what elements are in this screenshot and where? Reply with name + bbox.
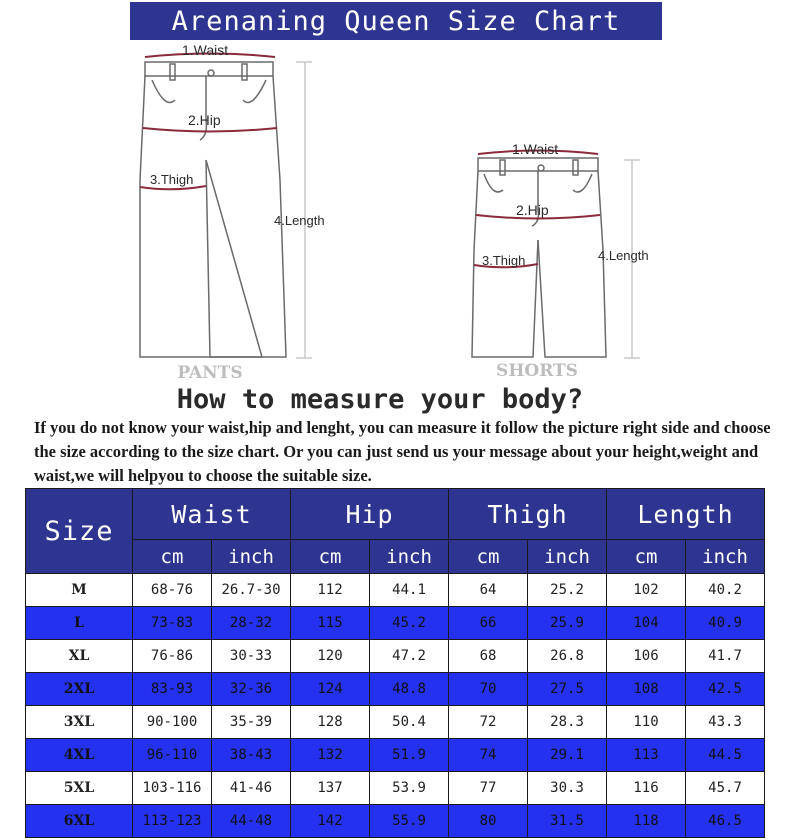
value-cell: 74	[449, 739, 528, 772]
hip-header: Hip	[291, 489, 449, 540]
value-cell: 42.5	[686, 673, 765, 706]
value-cell: 30.3	[528, 772, 607, 805]
pants-drawing	[140, 62, 286, 357]
value-cell: 72	[449, 706, 528, 739]
value-cell: 68	[449, 640, 528, 673]
value-cell: 115	[291, 607, 370, 640]
value-cell: 32-36	[212, 673, 291, 706]
value-cell: 51.9	[370, 739, 449, 772]
measure-heading: How to measure your body?	[176, 384, 584, 415]
value-cell: 44.1	[370, 574, 449, 607]
shorts-hip-label: 2.Hip	[516, 202, 549, 218]
size-cell: XL	[26, 640, 133, 673]
waist-header: Waist	[133, 489, 291, 540]
value-cell: 76-86	[133, 640, 212, 673]
value-cell: 80	[449, 805, 528, 838]
value-cell: 104	[607, 607, 686, 640]
value-cell: 90-100	[133, 706, 212, 739]
value-cell: 48.8	[370, 673, 449, 706]
shorts-thigh-label: 3.Thigh	[482, 253, 526, 268]
value-cell: 83-93	[133, 673, 212, 706]
unit-header: cm	[133, 540, 212, 574]
length-header: Length	[607, 489, 765, 540]
shorts-length-label: 4.Length	[598, 248, 649, 263]
value-cell: 137	[291, 772, 370, 805]
value-cell: 142	[291, 805, 370, 838]
pants-length-label: 4.Length	[274, 213, 325, 228]
value-cell: 96-110	[133, 739, 212, 772]
value-cell: 28-32	[212, 607, 291, 640]
value-cell: 77	[449, 772, 528, 805]
value-cell: 73-83	[133, 607, 212, 640]
unit-header: cm	[291, 540, 370, 574]
value-cell: 44-48	[212, 805, 291, 838]
unit-header: inch	[528, 540, 607, 574]
value-cell: 28.3	[528, 706, 607, 739]
table-row	[26, 739, 765, 772]
size-cell: M	[26, 574, 133, 607]
value-cell: 46.5	[686, 805, 765, 838]
size-rows	[26, 574, 765, 838]
value-cell: 50.4	[370, 706, 449, 739]
table-row	[26, 706, 765, 739]
value-cell: 44.5	[686, 739, 765, 772]
value-cell: 41.7	[686, 640, 765, 673]
value-cell: 110	[607, 706, 686, 739]
shorts-caption: SHORTS	[496, 361, 578, 381]
value-cell: 26.8	[528, 640, 607, 673]
value-cell: 128	[291, 706, 370, 739]
value-cell: 68-76	[133, 574, 212, 607]
value-cell: 124	[291, 673, 370, 706]
size-table	[25, 488, 765, 838]
value-cell: 66	[449, 607, 528, 640]
value-cell: 40.2	[686, 574, 765, 607]
value-cell: 55.9	[370, 805, 449, 838]
value-cell: 29.1	[528, 739, 607, 772]
value-cell: 35-39	[212, 706, 291, 739]
value-cell: 25.2	[528, 574, 607, 607]
thigh-header: Thigh	[449, 489, 607, 540]
value-cell: 30-33	[212, 640, 291, 673]
value-cell: 45.2	[370, 607, 449, 640]
shorts-waist-label: 1.Waist	[512, 141, 559, 157]
value-cell: 41-46	[212, 772, 291, 805]
size-cell: 2XL	[26, 673, 133, 706]
pants-waist-label: 1.Waist	[182, 42, 229, 58]
table-row	[26, 607, 765, 640]
value-cell: 106	[607, 640, 686, 673]
value-cell: 31.5	[528, 805, 607, 838]
size-cell: 5XL	[26, 772, 133, 805]
value-cell: 40.9	[686, 607, 765, 640]
pants-thigh-label: 3.Thigh	[150, 172, 194, 187]
value-cell: 113-123	[133, 805, 212, 838]
unit-header: inch	[686, 540, 765, 574]
value-cell: 118	[607, 805, 686, 838]
pants-caption: PANTS	[177, 363, 243, 383]
value-cell: 70	[449, 673, 528, 706]
measurement-illustration	[0, 40, 790, 385]
value-cell: 47.2	[370, 640, 449, 673]
pants-hip-label: 2.Hip	[188, 112, 221, 128]
value-cell: 25.9	[528, 607, 607, 640]
value-cell: 43.3	[686, 706, 765, 739]
value-cell: 120	[291, 640, 370, 673]
value-cell: 102	[607, 574, 686, 607]
table-row	[26, 772, 765, 805]
value-cell: 116	[607, 772, 686, 805]
value-cell: 108	[607, 673, 686, 706]
value-cell: 132	[291, 739, 370, 772]
table-row	[26, 805, 765, 838]
size-cell: 4XL	[26, 739, 133, 772]
value-cell: 103-116	[133, 772, 212, 805]
size-cell: 6XL	[26, 805, 133, 838]
table-row	[26, 574, 765, 607]
size-header: Size	[26, 489, 133, 574]
size-cell: 3XL	[26, 706, 133, 739]
intro-text: If you do not know your waist,hip and lenght, you can measure it follow the picture right side and choose the size according to the size chart. Or you can just send us your message about your height,weight and waist,we will helpyou to choose the suitable size.	[34, 418, 771, 485]
unit-header: cm	[449, 540, 528, 574]
value-cell: 112	[291, 574, 370, 607]
value-cell: 113	[607, 739, 686, 772]
value-cell: 38-43	[212, 739, 291, 772]
value-cell: 64	[449, 574, 528, 607]
table-row	[26, 673, 765, 706]
value-cell: 26.7-30	[212, 574, 291, 607]
value-cell: 45.7	[686, 772, 765, 805]
unit-header: cm	[607, 540, 686, 574]
size-cell: L	[26, 607, 133, 640]
unit-header: inch	[370, 540, 449, 574]
unit-header: inch	[212, 540, 291, 574]
value-cell: 27.5	[528, 673, 607, 706]
table-row	[26, 640, 765, 673]
page-title: Arenaning Queen Size Chart	[130, 2, 662, 40]
value-cell: 53.9	[370, 772, 449, 805]
